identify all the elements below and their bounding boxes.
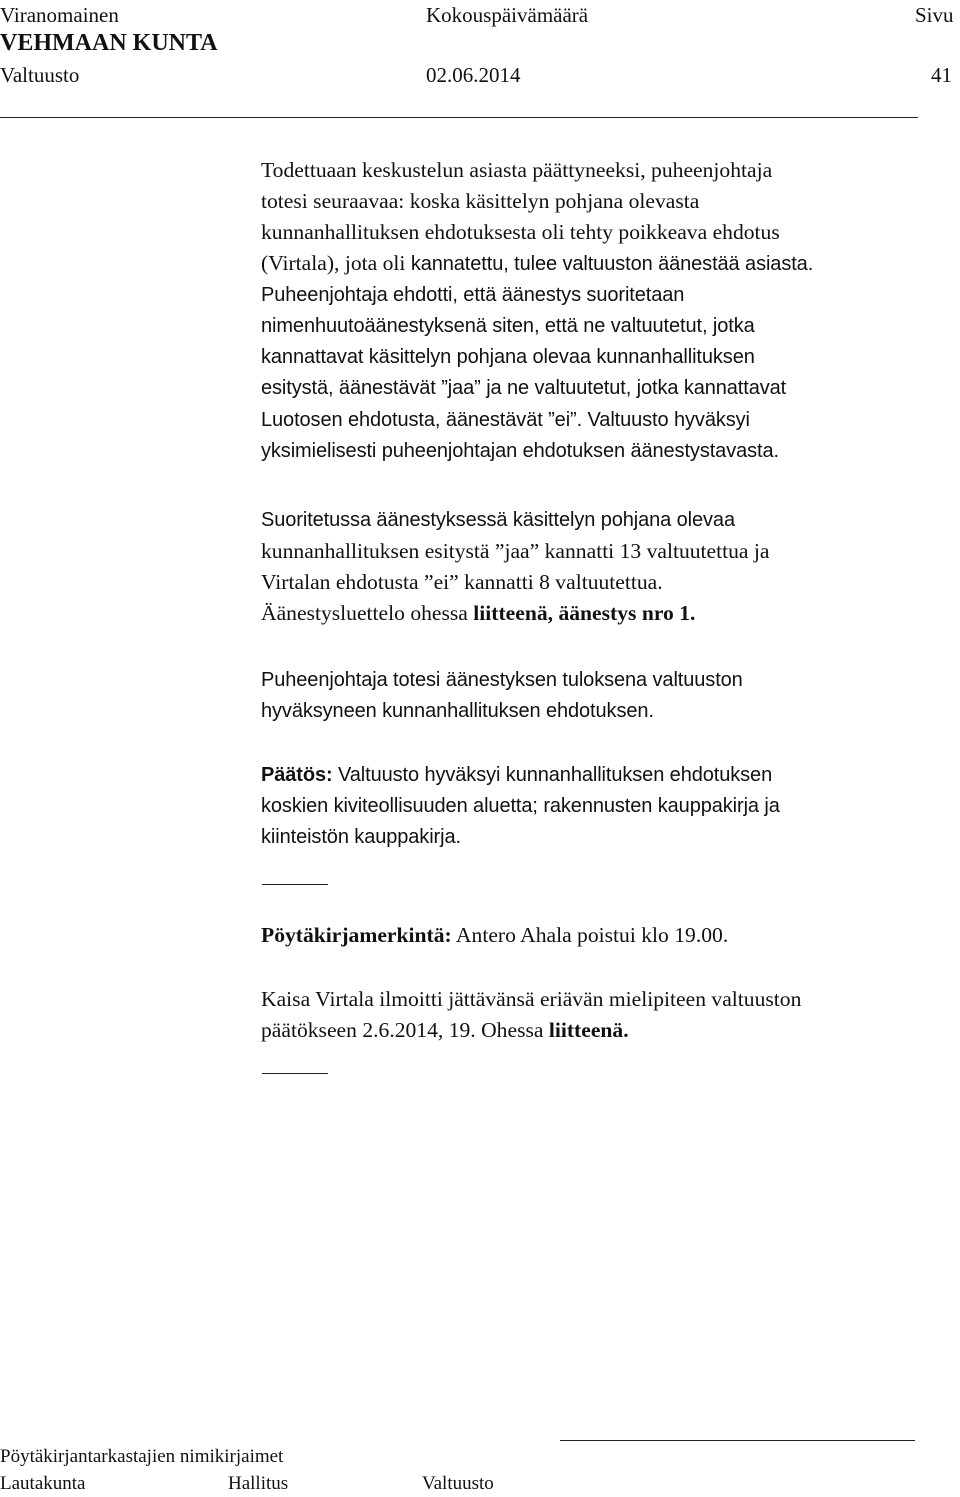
body-name: Valtuusto bbox=[0, 63, 80, 87]
text-line: (Virtala), jota oli kannatettu, tulee valtuuston äänestää asiasta. bbox=[261, 251, 814, 275]
label-page: Sivu bbox=[915, 3, 954, 27]
minutes-note bbox=[261, 920, 960, 951]
text-line: Virtalan ehdotusta ”ei” kannatti 8 valtuutettua. bbox=[261, 570, 663, 594]
note-label: Pöytäkirjamerkintä: bbox=[261, 923, 452, 947]
text-line: kannattavat käsittelyn pohjana olevaa kunnanhallituksen bbox=[261, 346, 755, 368]
text-line: totesi seuraavaa: koska käsittelyn pohjana olevasta bbox=[261, 189, 700, 213]
header-divider bbox=[0, 117, 918, 118]
text-line: Pöytäkirjamerkintä: Antero Ahala poistui klo 19.00. bbox=[261, 923, 729, 947]
dissent-section bbox=[261, 984, 960, 1046]
text-line: Todettuaan keskustelun asiasta päättyneeksi, puheenjohtaja bbox=[261, 158, 773, 182]
label-authority: Viranomainen bbox=[0, 3, 119, 27]
attachment-reference: liitteenä. bbox=[548, 1018, 629, 1042]
header-values-row bbox=[0, 60, 960, 90]
paragraph-vote-procedure bbox=[261, 155, 960, 467]
text-line: esitystä, äänestävät ”jaa” ja ne valtuutetut, jotka kannattavat bbox=[261, 377, 787, 399]
text-line: nimenhuutoäänestyksenä siten, että ne valtuutetut, jotka bbox=[261, 315, 755, 337]
text-line: Puheenjohtaja totesi äänestyksen tuloksena valtuuston bbox=[261, 669, 743, 691]
page-number: 41 bbox=[931, 63, 952, 87]
initials-label: Pöytäkirjantarkastajien nimikirjaimet bbox=[0, 1446, 284, 1467]
header-org-row bbox=[0, 28, 960, 58]
text-line: kiinteistön kauppakirja. bbox=[261, 826, 461, 848]
meeting-date: 02.06.2014 bbox=[426, 63, 521, 87]
attachment-reference: liitteenä, äänestys nro 1. bbox=[473, 601, 696, 625]
text-line: yksimielisesti puheenjohtajan ehdotuksen äänestystavasta. bbox=[261, 440, 779, 462]
text-line: kunnanhallituksen esitystä ”jaa” kannatti 13 valtuutettua ja bbox=[261, 539, 770, 563]
separator-line bbox=[262, 1073, 328, 1074]
text-line: Luotosen ehdotusta, äänestävät ”ei”. Valtuusto hyväksyi bbox=[261, 409, 750, 431]
text-line: hyväksyneen kunnanhallituksen ehdotuksen. bbox=[261, 700, 654, 722]
text-line: Äänestysluettelo ohessa liitteenä, äänestys nro 1. bbox=[261, 601, 696, 625]
label-meeting-date: Kokouspäivämäärä bbox=[426, 3, 589, 27]
text-line: Päätös: Valtuusto hyväksyi kunnanhallituksen ehdotuksen bbox=[261, 764, 773, 786]
header-labels-row bbox=[0, 0, 960, 30]
paragraph-chair-statement bbox=[261, 665, 960, 727]
text-line: Kaisa Virtala ilmoitti jättävänsä eriävän mielipiteen valtuuston bbox=[261, 987, 802, 1011]
decision-section bbox=[261, 760, 960, 853]
footer-body-council: Valtuusto bbox=[422, 1473, 494, 1494]
footer-body-board: Lautakunta bbox=[0, 1473, 86, 1494]
organization-name: VEHMAAN KUNTA bbox=[0, 30, 218, 56]
footer-body-government: Hallitus bbox=[228, 1473, 289, 1494]
text-line: Suoritetussa äänestyksessä käsittelyn pohjana olevaa bbox=[261, 509, 735, 531]
separator-line bbox=[262, 884, 328, 885]
text-line: kunnanhallituksen ehdotuksesta oli tehty poikkeava ehdotus bbox=[261, 220, 780, 244]
text-line: koskien kiviteollisuuden aluetta; rakennusten kauppakirja ja bbox=[261, 795, 780, 817]
text-line: päätökseen 2.6.2014, 19. Ohessa liitteenä. bbox=[261, 1018, 629, 1042]
text-line: Puheenjohtaja ehdotti, että äänestys suoritetaan bbox=[261, 284, 685, 306]
signature-line bbox=[560, 1440, 915, 1441]
paragraph-vote-result bbox=[261, 505, 960, 629]
decision-label: Päätös: bbox=[261, 764, 333, 786]
